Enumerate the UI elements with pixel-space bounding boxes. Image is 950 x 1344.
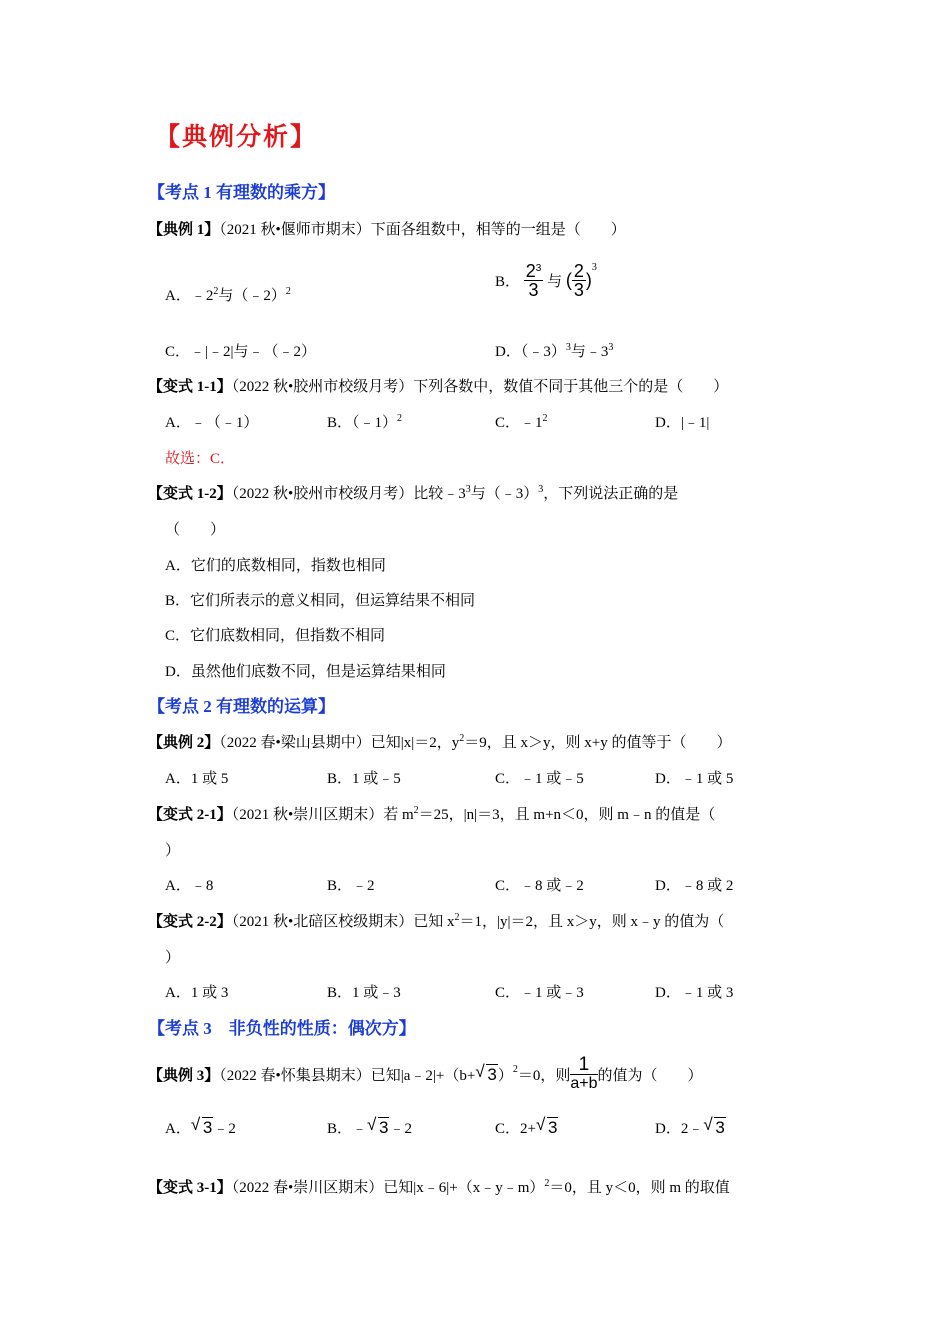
variant-1-2-option-b: B．它们所表示的意义相同，但运算结果不相同 bbox=[165, 593, 476, 609]
variant-1-1-option-c: C．$﹣1^2$ bbox=[495, 413, 548, 431]
example-1-option-a: A．$﹣2^2$与（﹣2）$^2$ bbox=[165, 286, 291, 304]
example-3-option-b: B．﹣ √ 3﹣2 bbox=[327, 1115, 412, 1137]
variant-2-1-close-paren: ） bbox=[165, 843, 181, 859]
fraction-2-over-3: $\frac{2}{3}$ bbox=[573, 261, 584, 300]
topic-3-title: 【考点 3 非负性的性质：偶次方】 bbox=[148, 1019, 416, 1038]
example-1-option-d: D．（﹣3）$^3$与$﹣3^3$ bbox=[495, 342, 614, 360]
variant-1-1-answer: 故选：C． bbox=[165, 451, 236, 467]
variant-2-2-stem: 【变式 2-2】（2021 秋•北碚区校级期末）已知 $x^2=1$，|y|＝2，且 x＞y，则 x﹣y 的值为（ bbox=[148, 912, 725, 930]
variant-1-2-paren: （ ） bbox=[165, 522, 226, 538]
variant-2-2-option-c: C．﹣1 或﹣3 bbox=[495, 985, 584, 1001]
variant-3-1-stem: 【变式 3-1】（2022 春•崇川区期末）已知|x﹣6|+（x﹣y﹣m）$^2$＝0，且 y＜0，则 m 的取值 bbox=[148, 1178, 730, 1196]
example-2-option-c: C．﹣1 或﹣5 bbox=[495, 771, 584, 787]
example-1-stem bbox=[148, 220, 626, 240]
example-2-option-d: D．﹣1 或 5 bbox=[655, 771, 734, 787]
variant-1-2-option-a: A．它们的底数相同，指数也相同 bbox=[165, 558, 386, 574]
sqrt-3: √ 3 bbox=[475, 1061, 497, 1084]
variant-1-2-option-c: C．它们底数相同，但指数不相同 bbox=[165, 628, 386, 644]
variant-1-1-stem: 【变式 1-1】（2022 秋•胶州市校级月考）下列各数中，数值不同于其他三个的是（ ） bbox=[148, 379, 729, 395]
variant-1-2-stem: 【变式 1-2】（2022 秋•胶州市校级月考）比较$﹣3^3$与（﹣3）$^3$，下列说法正确的是 bbox=[148, 484, 679, 502]
section-heading: 【典例分析】 bbox=[155, 124, 318, 151]
fraction-2cubed-over-3: $\frac{2^3}{3}$ bbox=[525, 261, 542, 300]
example-1-text: （2021 秋•偃师市期末）下面各组数中，相等的一组是（ ） bbox=[219, 222, 626, 238]
example-1-tag: 【典例 1】 bbox=[148, 222, 220, 238]
variant-2-2-option-d: D．﹣1 或 3 bbox=[655, 985, 734, 1001]
variant-1-2-option-d: D．虽然他们底数不同，但是运算结果相同 bbox=[165, 664, 446, 680]
variant-2-2-option-a: A．1 或 3 bbox=[165, 985, 229, 1001]
topic-2-title: 【考点 2 有理数的运算】 bbox=[148, 697, 335, 716]
example-2-option-a: A．1 或 5 bbox=[165, 771, 229, 787]
variant-2-1-option-b: B．﹣2 bbox=[327, 878, 375, 894]
example-3-option-d: D．2﹣ √ 3 bbox=[655, 1115, 725, 1137]
variant-2-1-option-c: C．﹣8 或﹣2 bbox=[495, 878, 584, 894]
example-1-option-c: C．﹣|﹣2|与﹣（﹣2） bbox=[165, 344, 317, 360]
example-2-option-b: B．1 或﹣5 bbox=[327, 771, 401, 787]
variant-2-2-close-paren: ） bbox=[165, 950, 181, 966]
topic-1-title: 【考点 1 有理数的乘方】 bbox=[148, 183, 335, 202]
example-3-option-a: A． √ 3﹣2 bbox=[165, 1115, 236, 1137]
example-3-option-c: C．2+ √ 3 bbox=[495, 1115, 558, 1137]
variant-1-1-option-b: B．（﹣1）$^2$ bbox=[327, 413, 403, 431]
variant-1-1-option-a: A．﹣（﹣1） bbox=[165, 415, 259, 431]
variant-2-1-option-d: D．﹣8 或 2 bbox=[655, 878, 734, 894]
variant-2-1-stem: 【变式 2-1】（2021 秋•崇川区期末）若 $m^2=25$，|n|＝3，且 m+n＜0，则 m﹣n 的值是（ bbox=[148, 805, 716, 823]
example-1-option-b: B． $\frac{2^3}{3}$ 与 ( $\frac{2}{3}$ )$^3$ bbox=[495, 261, 597, 300]
variant-2-2-option-b: B．1 或﹣3 bbox=[327, 985, 401, 1001]
example-3-stem: 【典例 3】（2022 春•怀集县期末）已知|a﹣2|+（b+ √ 3）$^2$＝0，则 $\frac{1}{a+b}$ 的值为（ ） bbox=[148, 1054, 703, 1092]
variant-2-1-option-a: A．﹣8 bbox=[165, 878, 214, 894]
fraction-1-over-a-plus-b: $\frac{1}{a+b}$ bbox=[570, 1054, 598, 1092]
example-2-stem: 【典例 2】（2022 春•梁山县期中）已知|x|＝2，$y^2=9$，且 x＞y，则 x+y 的值等于（ ） bbox=[148, 733, 732, 751]
variant-1-1-option-d: D．|﹣1| bbox=[655, 415, 710, 431]
